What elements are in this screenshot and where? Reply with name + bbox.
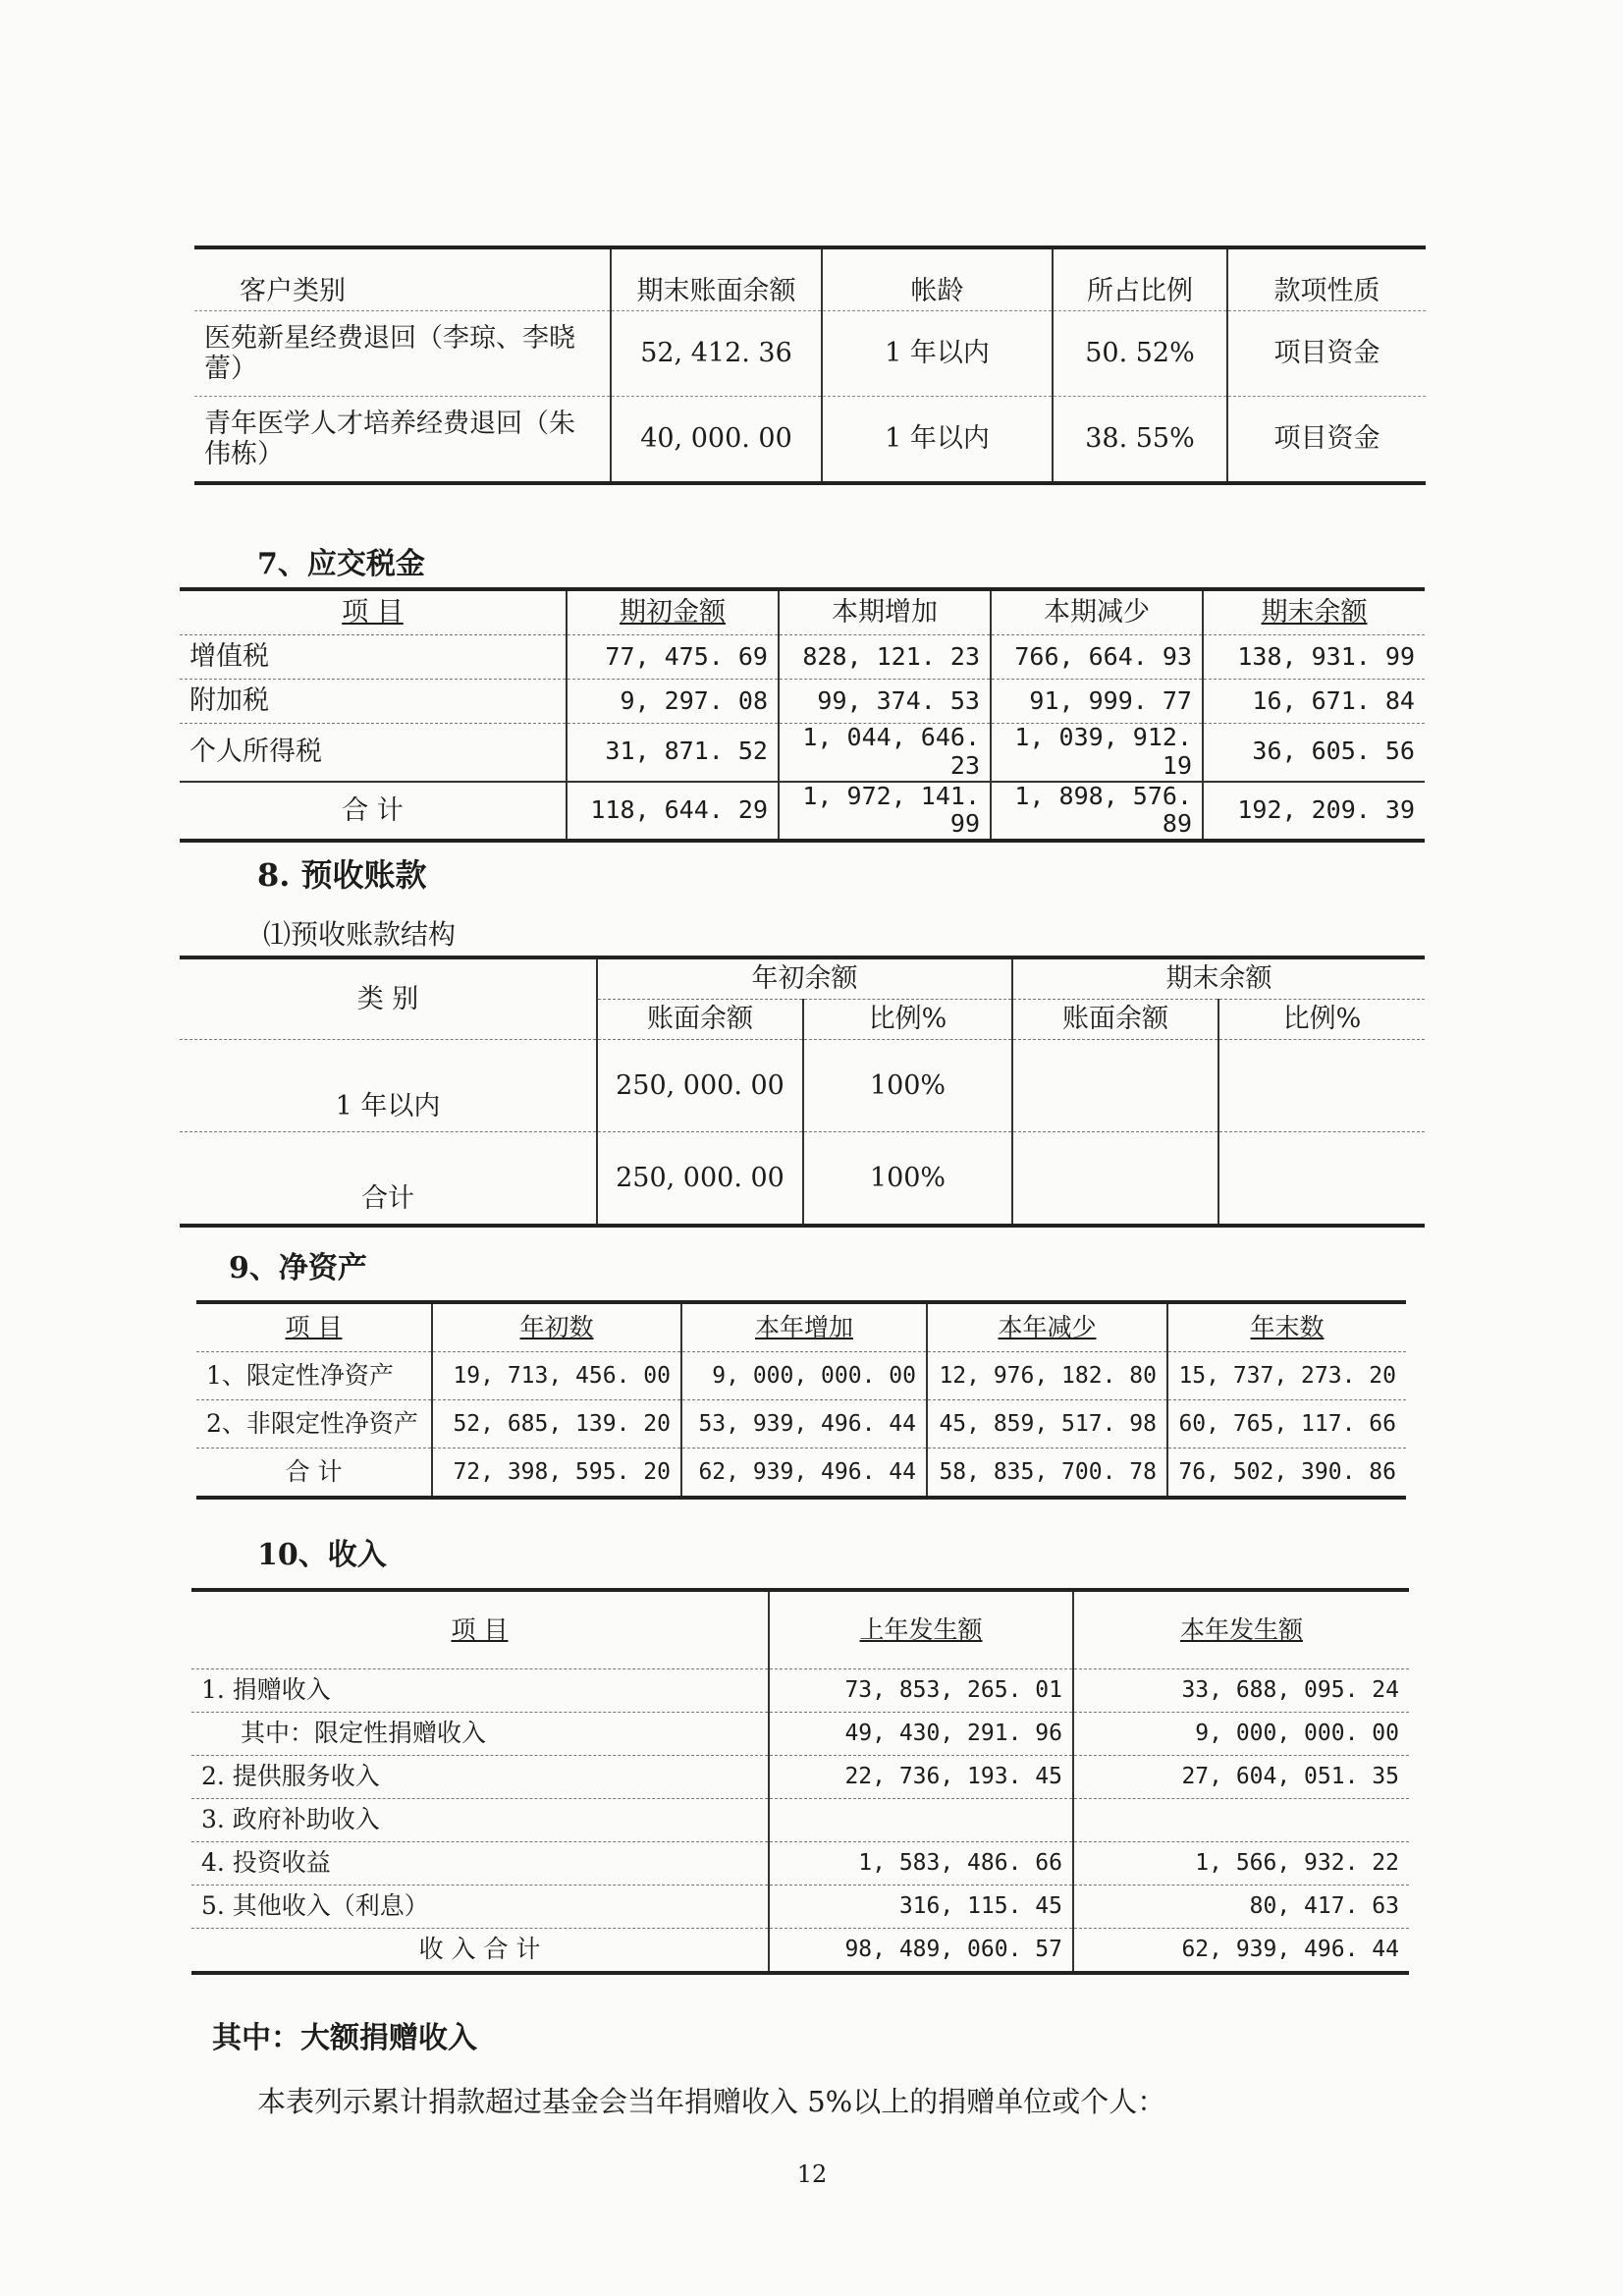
cell-begin-ratio: 100% [803, 1132, 1012, 1225]
table-total-row [180, 782, 1425, 840]
cell-end: 138, 931. 99 [1203, 635, 1425, 680]
header-curr-year: 本年发生额 [1073, 1592, 1409, 1669]
section-10-title: 10、收入 [257, 1538, 387, 1572]
table-row [180, 680, 1425, 724]
cell-end: 76, 502, 390. 86 [1167, 1449, 1406, 1497]
cell-nature: 项目资金 [1227, 397, 1426, 482]
table-header-row [194, 249, 1426, 311]
header-end: 年末数 [1167, 1304, 1406, 1352]
cell-item: 4. 投资收益 [191, 1842, 769, 1886]
header-begin: 期初金额 [567, 591, 779, 635]
cell-category: 青年医学人才培养经费退回（朱伟栋） [194, 397, 611, 482]
cell-add: 1, 972, 141. 99 [779, 782, 991, 840]
cell-prev: 316, 115. 45 [769, 1886, 1073, 1929]
cell-ratio: 38. 55% [1053, 397, 1227, 482]
header-customer-category: 客户类别 [240, 275, 346, 306]
header-reduce: 本年减少 [927, 1304, 1167, 1352]
section-7-title: 7、应交税金 [257, 547, 425, 581]
cell-category: 医苑新星经费退回（李琼、李晓蕾） [194, 311, 611, 397]
section-8-title: 8. 预收账款 [257, 856, 427, 894]
cell-item: 附加税 [180, 680, 567, 724]
cell-end: 60, 765, 117. 66 [1167, 1400, 1406, 1449]
cell-curr: 1, 566, 932. 22 [1073, 1842, 1409, 1886]
cell-end: 16, 671. 84 [1203, 680, 1425, 724]
advance-receipts-table [180, 956, 1425, 1228]
header-add: 本年增加 [681, 1304, 927, 1352]
cell-add: 99, 374. 53 [779, 680, 991, 724]
header-ratio: 所占比例 [1053, 249, 1227, 311]
cell-add: 9, 000, 000. 00 [681, 1352, 927, 1400]
cell-age: 1 年以内 [822, 311, 1053, 397]
cell-item: 增值税 [180, 635, 567, 680]
cell-curr: 62, 939, 496. 44 [1073, 1929, 1409, 1972]
section-8-subtitle: ⑴预收账款结构 [263, 918, 457, 951]
table-header-row [191, 1592, 1409, 1669]
net-assets-table [196, 1300, 1406, 1500]
receivables-detail-table [194, 246, 1426, 485]
table-row [194, 311, 1426, 397]
cell-add: 62, 939, 496. 44 [681, 1449, 927, 1497]
cell-category: 1 年以内 [180, 1040, 597, 1132]
cell-reduce: 45, 859, 517. 98 [927, 1400, 1167, 1449]
cell-curr: 27, 604, 051. 35 [1073, 1756, 1409, 1799]
cell-add: 53, 939, 496. 44 [681, 1400, 927, 1449]
header-nature: 款项性质 [1227, 249, 1426, 311]
table-row [191, 1713, 1409, 1756]
table-row [196, 1400, 1406, 1449]
cell-end: 15, 737, 273. 20 [1167, 1352, 1406, 1400]
cell-curr [1073, 1799, 1409, 1842]
table-total-row [180, 1132, 1425, 1225]
cell-item: 其中：限定性捐赠收入 [191, 1713, 769, 1756]
cell-nature: 项目资金 [1227, 311, 1426, 397]
cell-item: 2、非限定性净资产 [196, 1400, 432, 1449]
table-row [191, 1799, 1409, 1842]
header-item: 项 目 [285, 1312, 343, 1341]
page-number: 12 [796, 2160, 828, 2188]
cell-reduce: 91, 999. 77 [991, 680, 1203, 724]
header-end-ratio: 比例% [1218, 1000, 1425, 1040]
cell-item: 5. 其他收入（利息） [191, 1886, 769, 1929]
header-item: 项 目 [451, 1614, 509, 1644]
cell-begin: 72, 398, 595. 20 [432, 1449, 681, 1497]
header-add: 本期增加 [779, 591, 991, 635]
cell-prev: 73, 853, 265. 01 [769, 1669, 1073, 1713]
cell-item: 1、限定性净资产 [196, 1352, 432, 1400]
cell-end-ratio [1218, 1040, 1425, 1132]
cell-add: 1, 044, 646. 23 [779, 724, 991, 782]
table-header-row [180, 959, 1425, 1000]
cell-curr: 80, 417. 63 [1073, 1886, 1409, 1929]
table-total-row [196, 1449, 1406, 1497]
cell-balance: 40, 000. 00 [611, 397, 822, 482]
cell-reduce: 1, 039, 912. 19 [991, 724, 1203, 782]
cell-end: 192, 209. 39 [1203, 782, 1425, 840]
cell-item: 个人所得税 [180, 724, 567, 782]
table-row [180, 1040, 1425, 1132]
cell-end: 36, 605. 56 [1203, 724, 1425, 782]
cell-begin: 52, 685, 139. 20 [432, 1400, 681, 1449]
header-category: 类 别 [180, 959, 597, 1040]
header-age: 帐龄 [822, 249, 1053, 311]
cell-item: 3. 政府补助收入 [191, 1799, 769, 1842]
cell-reduce: 1, 898, 576. 89 [991, 782, 1203, 840]
income-table [191, 1588, 1409, 1975]
table-row [191, 1842, 1409, 1886]
cell-item: 收 入 合 计 [191, 1929, 769, 1972]
cell-reduce: 12, 976, 182. 80 [927, 1352, 1167, 1400]
cell-begin-balance: 250, 000. 00 [597, 1040, 803, 1132]
header-begin: 年初数 [432, 1304, 681, 1352]
large-donations-paragraph: 本表列示累计捐款超过基金会当年捐赠收入 5%以上的捐赠单位或个人： [257, 2085, 1166, 2118]
cell-item: 1. 捐赠收入 [191, 1669, 769, 1713]
header-end: 期末余额 [1203, 591, 1425, 635]
cell-begin: 118, 644. 29 [567, 782, 779, 840]
cell-age: 1 年以内 [822, 397, 1053, 482]
table-row [180, 724, 1425, 782]
cell-item: 2. 提供服务收入 [191, 1756, 769, 1799]
cell-item: 合 计 [180, 782, 567, 840]
table-row [191, 1886, 1409, 1929]
header-prev-year: 上年发生额 [769, 1592, 1073, 1669]
cell-begin-balance: 250, 000. 00 [597, 1132, 803, 1225]
cell-prev: 49, 430, 291. 96 [769, 1713, 1073, 1756]
table-header-row [196, 1304, 1406, 1352]
header-ending-balance: 期末账面余额 [611, 249, 822, 311]
header-end-balance: 期末余额 [1012, 959, 1425, 1000]
cell-prev: 22, 736, 193. 45 [769, 1756, 1073, 1799]
cell-begin: 19, 713, 456. 00 [432, 1352, 681, 1400]
cell-reduce: 766, 664. 93 [991, 635, 1203, 680]
cell-prev: 1, 583, 486. 66 [769, 1842, 1073, 1886]
table-row [191, 1756, 1409, 1799]
cell-item: 合 计 [196, 1449, 432, 1497]
cell-add: 828, 121. 23 [779, 635, 991, 680]
cell-balance: 52, 412. 36 [611, 311, 822, 397]
header-item: 项 目 [342, 597, 404, 629]
cell-begin: 77, 475. 69 [567, 635, 779, 680]
table-row [194, 397, 1426, 482]
table-row [191, 1669, 1409, 1713]
taxes-payable-table [180, 587, 1425, 843]
header-end-book: 账面余额 [1012, 1000, 1218, 1040]
cell-end-balance [1012, 1132, 1218, 1225]
cell-end-balance [1012, 1040, 1218, 1132]
cell-reduce: 58, 835, 700. 78 [927, 1449, 1167, 1497]
header-begin-book: 账面余额 [597, 1000, 803, 1040]
cell-begin: 31, 871. 52 [567, 724, 779, 782]
cell-end-ratio [1218, 1132, 1425, 1225]
cell-prev [769, 1799, 1073, 1842]
header-begin-ratio: 比例% [803, 1000, 1012, 1040]
cell-ratio: 50. 52% [1053, 311, 1227, 397]
table-row [180, 635, 1425, 680]
cell-prev: 98, 489, 060. 57 [769, 1929, 1073, 1972]
section-9-title: 9、净资产 [229, 1251, 367, 1285]
cell-begin-ratio: 100% [803, 1040, 1012, 1132]
cell-curr: 9, 000, 000. 00 [1073, 1713, 1409, 1756]
header-reduce: 本期减少 [991, 591, 1203, 635]
cell-curr: 33, 688, 095. 24 [1073, 1669, 1409, 1713]
table-header-row [180, 591, 1425, 635]
cell-begin: 9, 297. 08 [567, 680, 779, 724]
header-begin-balance: 年初余额 [597, 959, 1012, 1000]
table-row [196, 1352, 1406, 1400]
large-donations-heading: 其中：大额捐赠收入 [212, 2021, 477, 2055]
table-total-row [191, 1929, 1409, 1972]
cell-category: 合计 [180, 1132, 597, 1225]
